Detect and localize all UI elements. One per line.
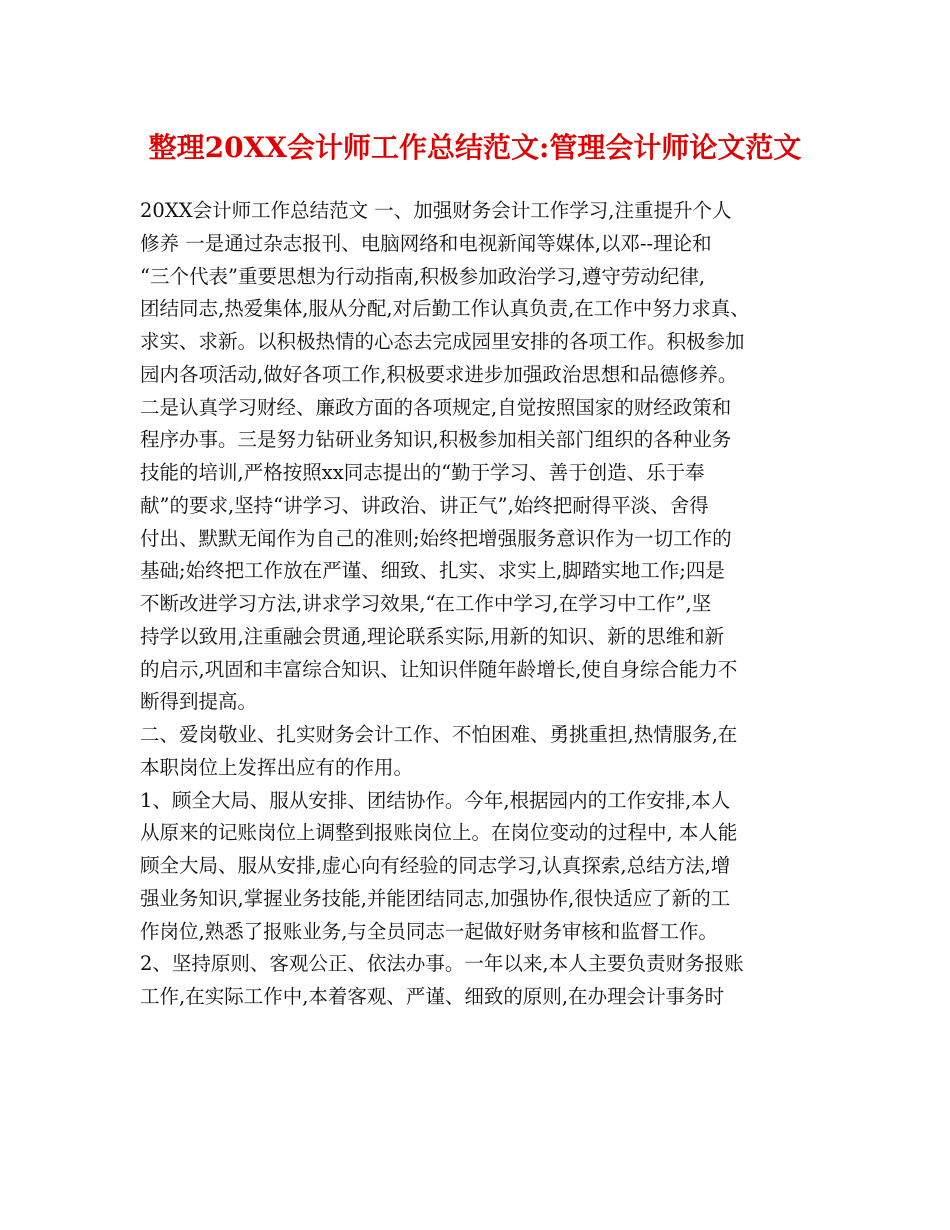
text-line: 二、爱岗敬业、扎实财务会计工作、不怕困难、勇挑重担,热情服务,在 (140, 723, 738, 746)
text-line: 工作,在实际工作中,本着客观、严谨、细致的原则,在办理会计事务时 (140, 985, 725, 1008)
text-line: 二是认真学习财经、廉政方面的各项规定,自觉按照国家的财经政策和 (140, 395, 732, 419)
text-line: 2、坚持原则、客观公正、依法办事。一年以来,本人主要负责财务报账 (140, 952, 744, 976)
text-line: 本职岗位上发挥出应有的作用。 (140, 755, 414, 779)
text-line: 不断改进学习方法,讲求学习效果,“在工作中学习,在学习中工作”,坚 (140, 592, 712, 615)
text-line: 修养 一是通过杂志报刊、电脑网络和电视新闻等媒体,以邓--理论和 (140, 231, 712, 255)
text-line: 断得到提高。 (140, 690, 258, 714)
text-line: 技能的培训,严格按照xx同志提出的“勤于学习、善于创造、乐于奉 (140, 461, 705, 484)
text-line: 作岗位,熟悉了报账业务,与全员同志一起做好财务审核和监督工作。 (140, 919, 718, 943)
text-line: 团结同志,热爱集体,服从分配,对后勤工作认真负责,在工作中努力求真、 (140, 297, 750, 321)
text-line: 强业务知识,掌握业务技能,并能团结同志,加强协作,很快适应了新的工 (140, 886, 731, 910)
text-line: 基础;始终把工作放在严谨、细致、扎实、求实上,脚踏实地工作;四是 (140, 559, 725, 583)
text-line: 顾全大局、服从安排,虚心向有经验的同志学习,认真探索,总结方法,增 (140, 854, 731, 877)
text-line: 20XX会计师工作总结范文 一、加强财务会计工作学习,注重提升个人 (140, 199, 732, 222)
text-line: 1、顾全大局、服从安排、团结协作。今年,根据园内的工作安排,本人 (140, 788, 731, 812)
text-line: 程序办事。三是努力钻研业务知识,积极参加相关部门组织的各种业务 (140, 428, 732, 452)
text-line: 付出、默默无闻作为自己的准则;始终把增强服务意识作为一切工作的 (140, 526, 732, 550)
text-line: “三个代表”重要思想为行动指南,积极参加政治学习,遵守劳动纪律, (140, 264, 706, 288)
text-line: 的启示,巩固和丰富综合知识、让知识伴随年龄增长,使自身综合能力不 (140, 657, 738, 681)
text-line: 园内各项活动,做好各项工作,积极要求进步加强政治思想和品德修养。 (140, 362, 738, 386)
document-title: 整理20XX会计师工作总结范文:管理会计师论文范文 (148, 131, 802, 164)
text-line: 从原来的记账岗位上调整到报账岗位上。在岗位变动的过程中, 本人能 (140, 821, 738, 845)
text-line: 持学以致用,注重融会贯通,理论联系实际,用新的知识、新的思维和新 (140, 624, 725, 648)
text-line: 献”的要求,坚持“讲学习、讲政治、讲正气”,始终把耐得平淡、舍得 (140, 493, 709, 517)
text-line: 求实、求新。以积极热情的心态去完成园里安排的各项工作。积极参加 (140, 330, 745, 353)
document-body (140, 195, 816, 1014)
